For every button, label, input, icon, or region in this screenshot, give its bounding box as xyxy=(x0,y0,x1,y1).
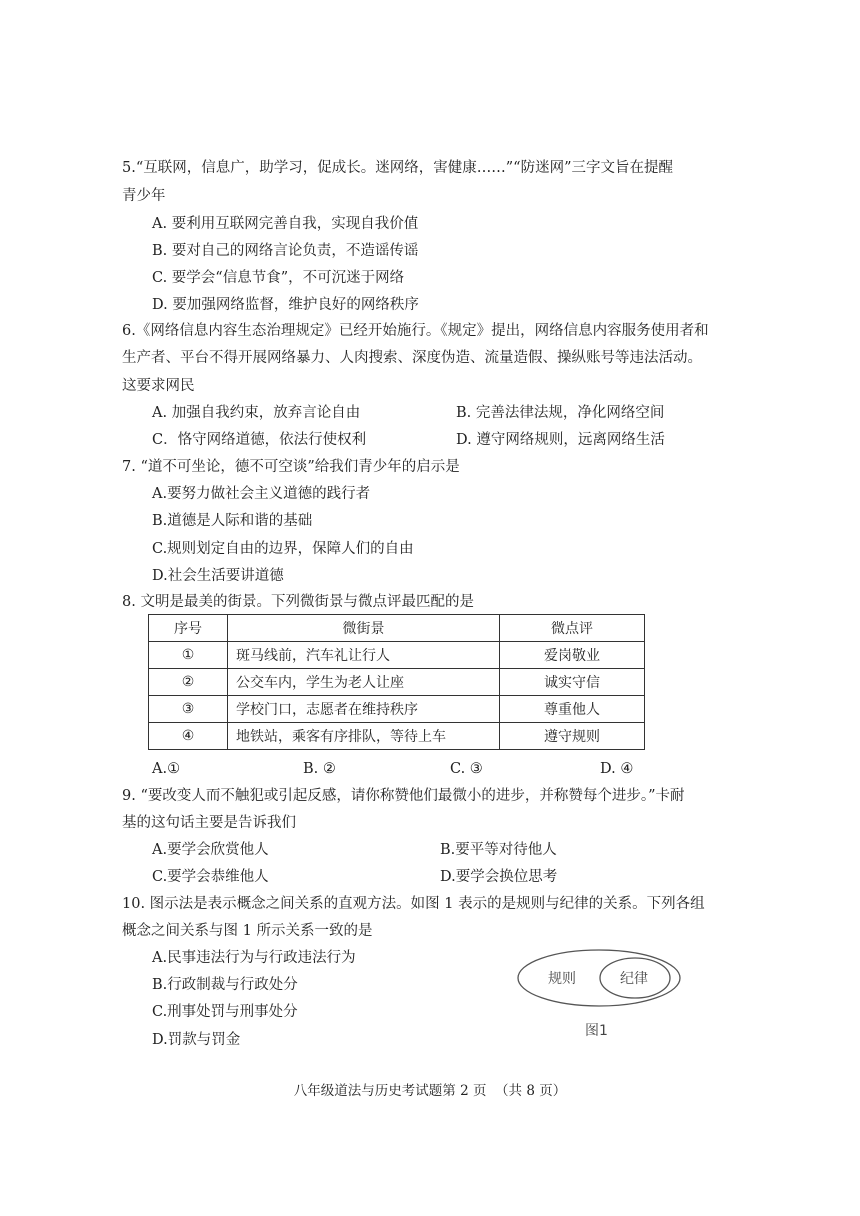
q10-option-b: B.行政制裁与行政处分 xyxy=(152,977,298,993)
q10-stem-line1: 10. 图示法是表示概念之间关系的直观方法。如图 1 表示的是规则与纪律的关系。下列各组 xyxy=(122,896,705,912)
table-cell: 爱岗敬业 xyxy=(500,642,645,669)
q10-stem-line2: 概念之间关系与图 1 所示关系一致的是 xyxy=(122,923,373,939)
table-cell: ② xyxy=(149,669,228,696)
table-row xyxy=(149,669,645,696)
q6-option-b: B. 完善法律法规，净化网络空间 xyxy=(456,405,665,421)
q7-stem: 7. “道不可坐论，德不可空谈”给我们青少年的启示是 xyxy=(122,459,460,475)
q7-option-b: B.道德是人际和谐的基础 xyxy=(152,513,313,529)
table-header-row xyxy=(149,615,645,642)
q5-option-c: C. 要学会“信息节食”，不可沉迷于网络 xyxy=(152,270,405,286)
figure-1-diagram xyxy=(516,948,682,1040)
q5-option-b: B. 要对自己的网络言论负责，不造谣传谣 xyxy=(152,243,419,259)
q8-option-c: C. ③ xyxy=(450,761,483,777)
q8-option-b: B. ② xyxy=(303,761,336,777)
q7-option-d: D.社会生活要讲道德 xyxy=(152,568,284,584)
q10-option-c: C.刑事处罚与刑事处分 xyxy=(152,1004,298,1020)
table-cell: 尊重他人 xyxy=(500,696,645,723)
table-header-cell: 微街景 xyxy=(228,615,500,642)
table-cell: 诚实守信 xyxy=(500,669,645,696)
q8-stem: 8. 文明是最美的街景。下列微街景与微点评最匹配的是 xyxy=(122,594,474,610)
outer-label: 规则 xyxy=(548,971,576,987)
table-cell: 公交车内，学生为老人让座 xyxy=(228,669,500,696)
q10-option-a: A.民事违法行为与行政违法行为 xyxy=(152,950,356,966)
table-row xyxy=(149,642,645,669)
table-row xyxy=(149,723,645,750)
q9-option-d: D.要学会换位思考 xyxy=(440,869,558,885)
figure-caption: 图1 xyxy=(585,1023,608,1039)
q6-stem-line2: 生产者、平台不得开展网络暴力、人肉搜索、深度伪造、流量造假、操纵账号等违法活动。 xyxy=(122,350,702,366)
q6-option-c: C．恪守网络道德，依法行使权利 xyxy=(152,432,367,448)
q5-option-d: D. 要加强网络监督，维护良好的网络秩序 xyxy=(152,297,419,313)
q8-table xyxy=(148,614,645,750)
q9-stem-line2: 基的这句话主要是告诉我们 xyxy=(122,815,296,831)
page-footer: 八年级道法与历史考试题第 2 页 （共 8 页） xyxy=(293,1083,567,1099)
q6-stem-line1: 6.《网络信息内容生态治理规定》已经开始施行。《规定》提出，网络信息内容服务使用者和 xyxy=(122,323,709,339)
table-header-cell: 微点评 xyxy=(500,615,645,642)
table-cell: 地铁站，乘客有序排队，等待上车 xyxy=(228,723,500,750)
q10-option-d: D.罚款与罚金 xyxy=(152,1032,241,1048)
table-cell: 遵守规则 xyxy=(500,723,645,750)
table-cell: ④ xyxy=(149,723,228,750)
q6-option-d: D. 遵守网络规则，远离网络生活 xyxy=(456,432,665,448)
q8-option-d: D. ④ xyxy=(600,761,634,777)
q6-option-a: A. 加强自我约束，放弃言论自由 xyxy=(152,405,361,421)
q7-option-c: C.规则划定自由的边界，保障人们的自由 xyxy=(152,541,414,557)
q5-stem-line2: 青少年 xyxy=(122,188,166,204)
q5-stem-line1: 5.“互联网，信息广，助学习，促成长。迷网络，害健康……”“防迷网”三字文旨在提醒 xyxy=(122,160,673,176)
q9-option-a: A.要学会欣赏他人 xyxy=(152,842,269,858)
q6-stem-line3: 这要求网民 xyxy=(122,378,195,394)
inner-label: 纪律 xyxy=(620,971,648,987)
table-cell: 学校门口，志愿者在维持秩序 xyxy=(228,696,500,723)
q9-option-c: C.要学会恭维他人 xyxy=(152,869,269,885)
table-cell: ③ xyxy=(149,696,228,723)
table-header-cell: 序号 xyxy=(149,615,228,642)
q9-option-b: B.要平等对待他人 xyxy=(440,842,557,858)
q9-stem-line1: 9. “要改变人而不触犯或引起反感，请你称赞他们最微小的进步，并称赞每个进步。”卡耐 xyxy=(122,788,685,804)
table-cell: ① xyxy=(149,642,228,669)
table-row xyxy=(149,696,645,723)
outer-ellipse xyxy=(518,950,680,1006)
q7-option-a: A.要努力做社会主义道德的践行者 xyxy=(152,486,371,502)
q8-option-a: A.① xyxy=(152,761,181,777)
table-cell: 斑马线前，汽车礼让行人 xyxy=(228,642,500,669)
q5-option-a: A. 要利用互联网完善自我，实现自我价值 xyxy=(152,216,419,232)
